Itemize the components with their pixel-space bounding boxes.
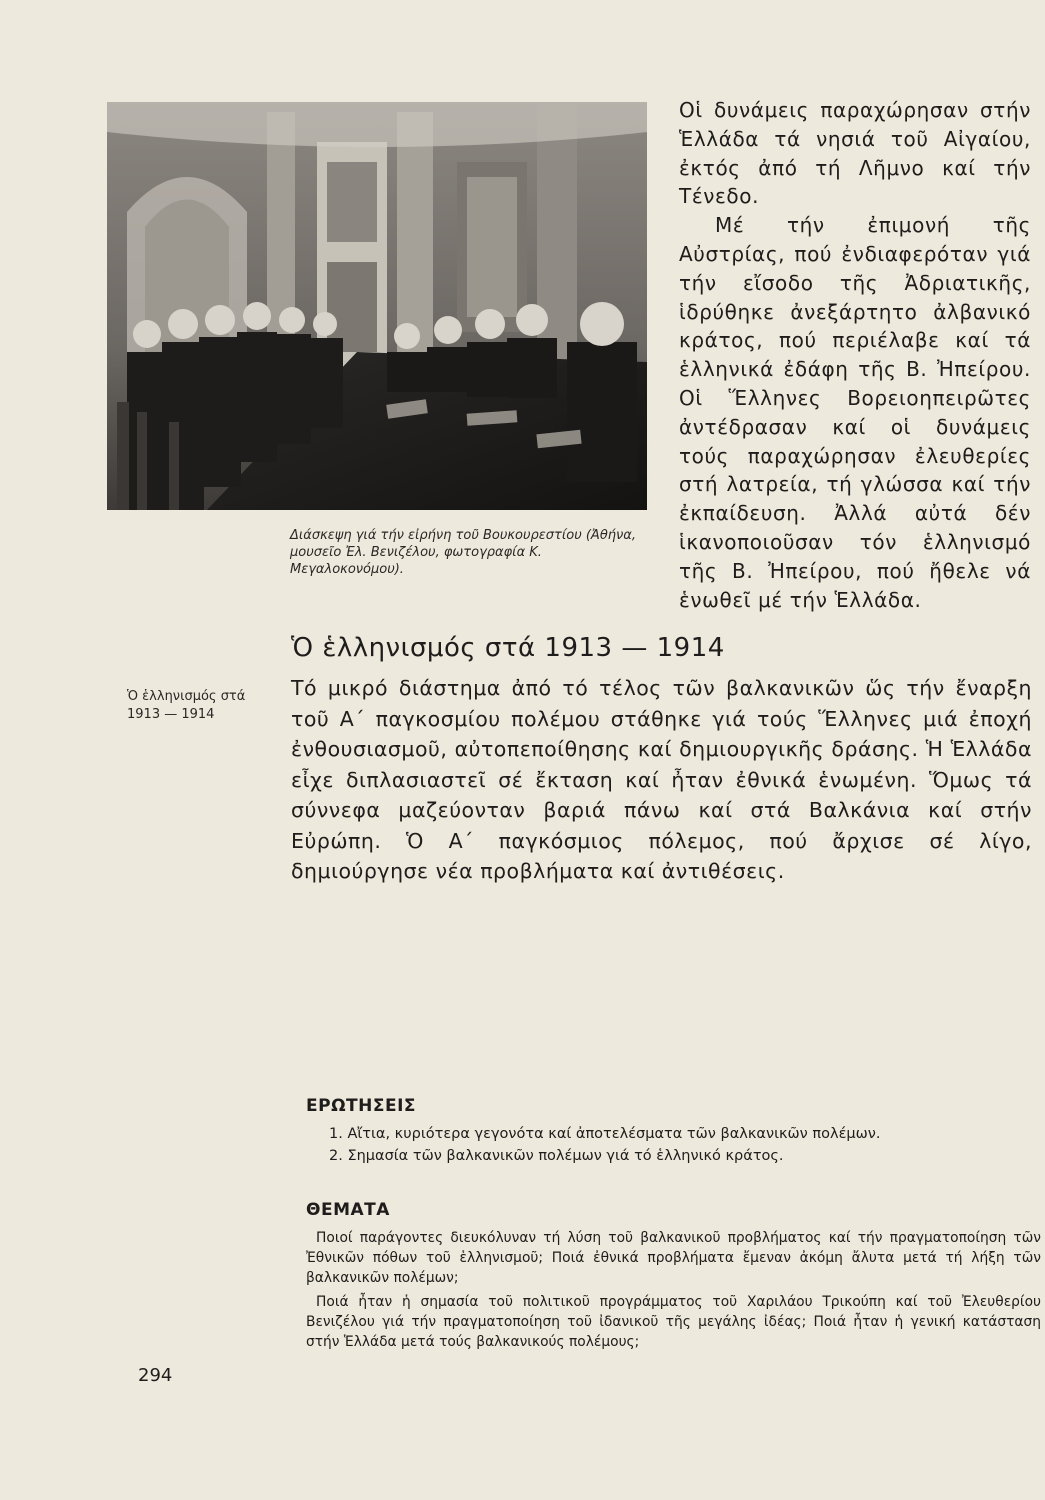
conference-photo-illustration	[107, 102, 647, 510]
topic-item: Ποιοί παράγοντες διευκόλυναν τή λύση τοῦ βαλκανικοῦ προβλήματος καί τήν πραγματοποίηση τῶν Ἐθνικῶν πόθων τοῦ ἑλληνισμοῦ; Ποιά ἐθνικά προβλήματα ἔμεναν ἀκόμη ἄλυτα μετά τή λήξη τῶν βαλκανικῶν πολέμων;	[306, 1230, 1041, 1286]
question-item: 1. Αἴτια, κυριότερα γεγονότα καί ἀποτελέσματα τῶν βαλκανικῶν πολέμων.	[329, 1126, 881, 1142]
right-column-paragraph-1: Οἱ δυνάμεις παραχώρησαν στήν Ἑλλάδα τά νησιά τοῦ Αἰγαίου, ἐκτός ἀπό τή Λῆμνο καί τήν Τένεδο.	[679, 98, 1031, 209]
topic-item: Ποιά ἦταν ἡ σημασία τοῦ πολιτικοῦ προγράμματος τοῦ Χαριλάου Τρικούπη καί τοῦ Ἐλευθερίου Βενιζέλου γιά τήν πραγματοποίηση τοῦ ἰδανικοῦ τῆς μεγάλης ἰδέας; Ποιά ἦταν ἡ γενική κατάσταση στήν Ἑλλάδα μετά τούς βαλκανικούς πολέμους;	[306, 1294, 1041, 1350]
section-heading: Ὁ ἑλληνισμός στά 1913 — 1914	[291, 633, 725, 663]
topics-list	[306, 1228, 1041, 1356]
margin-note: Ὁ ἑλληνισμός στά 1913 — 1914	[127, 689, 246, 722]
photo-caption: Διάσκεψη γιά τήν εἰρήνη τοῦ Βουκουρεστίου (Ἀθήνα, μουσεῖο Ἐλ. Βενιζέλου, φωτογραφία Κ. Μεγαλοκονόμου).	[290, 528, 636, 577]
questions-list	[329, 1123, 1029, 1167]
right-column-paragraph-2: Μέ τήν ἐπιμονή τῆς Αὐστρίας, πού ἐνδιαφερόταν γιά τήν εἴσοδο τῆς Ἀδριατικῆς, ἱδρύθηκε ἀνεξάρτητο ἀλβανικό κράτος, πού περιέλαβε καί τά ἑλληνικά ἐδάφη τῆς Β. Ἠπείρου. Οἱ Ἕλληνες Βορειοηπειρῶτες ἀντέδρασαν καί οἱ δυνάμεις τούς παραχώρησαν ἐλευθερίες στή λατρεία, τή γλώσσα καί τήν ἐκπαίδευση. Ἀλλά αὐτά δέν ἱκανοποιοῦσαν τόν ἑλληνισμό τῆς Β. Ἠπείρου, πού ἤθελε νά ἑνωθεῖ μέ τήν Ἑλλάδα.	[679, 213, 1031, 612]
conference-photo	[107, 102, 647, 510]
question-item: 2. Σημασία τῶν βαλκανικῶν πολέμων γιά τό ἑλληνικό κράτος.	[329, 1148, 784, 1164]
questions-heading: ΕΡΩΤΗΣΕΙΣ	[306, 1096, 417, 1116]
topics-heading: ΘΕΜΑΤΑ	[306, 1200, 390, 1220]
page-number: 294	[138, 1365, 173, 1386]
section-paragraph: Τό μικρό διάστημα ἀπό τό τέλος τῶν βαλκανικῶν ὥς τήν ἔναρξη τοῦ Α΄ παγκοσμίου πολέμου στάθηκε γιά τούς Ἕλληνες μιά ἐποχή ἐνθουσιασμοῦ, αὐτοπεποίθησης καί δημιουργικῆς δράσης. Ἡ Ἑλλάδα εἶχε διπλασιαστεῖ σέ ἔκταση καί ἦταν ἐθνικά ἑνωμένη. Ὅμως τά σύννεφα μαζεύονταν βαριά πάνω καί στά Βαλκάνια καί στήν Εὐρώπη. Ὁ Α΄ παγκόσμιος πόλεμος, πού ἄρχισε σέ λίγο, δημιούργησε νέα προβλήματα καί ἀντιθέσεις.	[291, 676, 1032, 883]
right-column-text	[679, 96, 1031, 614]
